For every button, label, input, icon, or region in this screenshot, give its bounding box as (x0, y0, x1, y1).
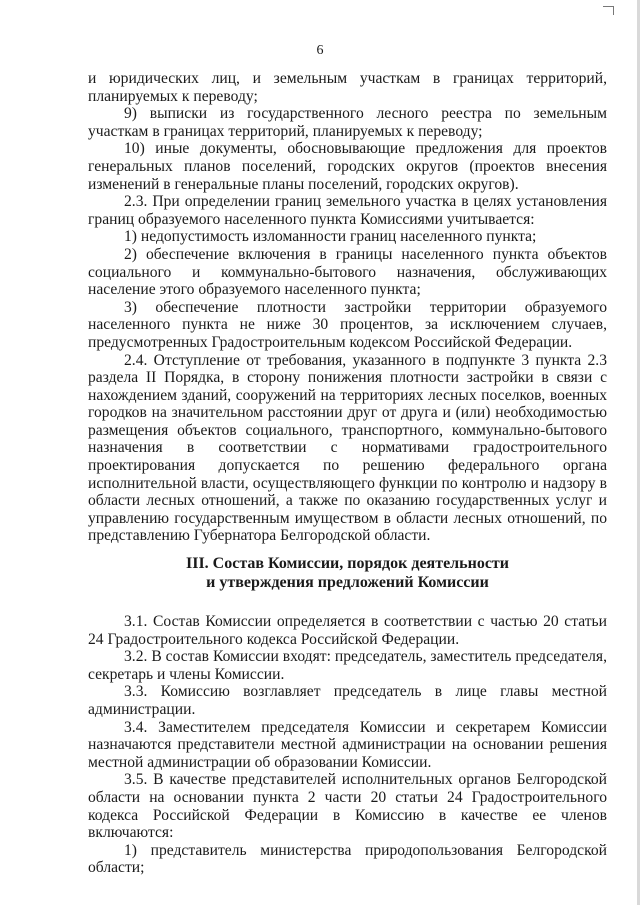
section-heading (88, 555, 607, 592)
paragraph-2-3-item-1: 1) недопустимость изломанности границ населенного пункта; (124, 228, 537, 246)
paragraph-item-10: 10) иные документы, обосновывающие предложения для проектов генеральных планов поселений, городских округов (проектов внесения изменений в генеральные планы поселений, городских округов). (88, 140, 607, 193)
paragraph-3-3: 3.3. Комиссию возглавляет председатель в лице главы местной администрации. (88, 683, 607, 718)
page-number: 6 (316, 43, 324, 58)
corner-mark (603, 6, 614, 15)
paragraph-3-4: 3.4. Заместителем председателя Комиссии и секретарем Комиссии назначаются представители местной администрации на основании решения местной администрации об образовании Комиссии. (88, 718, 607, 771)
bottom-text-block (88, 613, 607, 877)
section-heading-line-1: III. Состав Комиссии, порядок деятельности (185, 555, 510, 572)
section-heading-line-2: и утверждения предложений Комиссии (206, 573, 489, 591)
paragraph-3-1: 3.1. Состав Комиссии определяется в соответствии с частью 20 статьи 24 Градостроительного кодекса Российской Федерации. (88, 613, 607, 648)
paragraph-2-3: 2.3. При определении границ земельного участка в целях установления границ образуемого населенного пункта Комиссиями учитывается: (88, 193, 607, 228)
paragraph-2-3-item-3: 3) обеспечение плотности застройки территории образуемого населенного пункта не ниже 30 процентов, за исключением случаев, предусмотренных Градостроительным кодексом Российской Федерации. (88, 298, 607, 351)
paragraph-3-5-item-1: 1) представитель министерства природопользования Белгородской области; (88, 841, 607, 877)
paragraph-item-9: 9) выписки из государственного лесного реестра по земельным участкам в границах территорий, планируемых к переводу; (88, 105, 607, 140)
paragraph-2-3-item-2: 2) обеспечение включения в границы населенного пункта объектов социального и коммунально-бытового назначения, обслуживающих население этого образуемого населенного пункта; (88, 245, 607, 299)
top-text-block (88, 70, 607, 545)
paragraph-continuation: и юридических лиц, и земельным участкам в границах территорий, планируемых к переводу; (88, 70, 607, 105)
paragraph-2-4: 2.4. Отступление от требования, указанного в подпункте 3 пункта 2.3 раздела II Порядка, в сторону понижения плотности застройки в связи с нахождением зданий, сооружений на территориях лесных поселков, военных городков на значительном расстоянии друг от друга и (или) необходимостью размещения объектов социального, транспортного, коммунально-бытового назначения в соответствии с нормативами градостроительного проектирования допускается по решению федерального органа исполнительной власти, осуществляющего функции по контролю и надзору в области лесных отношений, а также по оказанию государственных услуг и управлению государственным имуществом в области лесных отношений, по представлению Губернатора Белгородской области. (88, 351, 607, 545)
paragraph-3-5: 3.5. В качестве представителей исполнительных органов Белгородской области на основании пункта 2 части 20 статьи 24 Градостроительного кодекса Российской Федерации в Комиссию в качестве ее членов включаются: (88, 771, 607, 842)
paragraph-3-2: 3.2. В состав Комиссии входят: председатель, заместитель председателя, секретарь и члены Комиссии. (88, 648, 607, 683)
